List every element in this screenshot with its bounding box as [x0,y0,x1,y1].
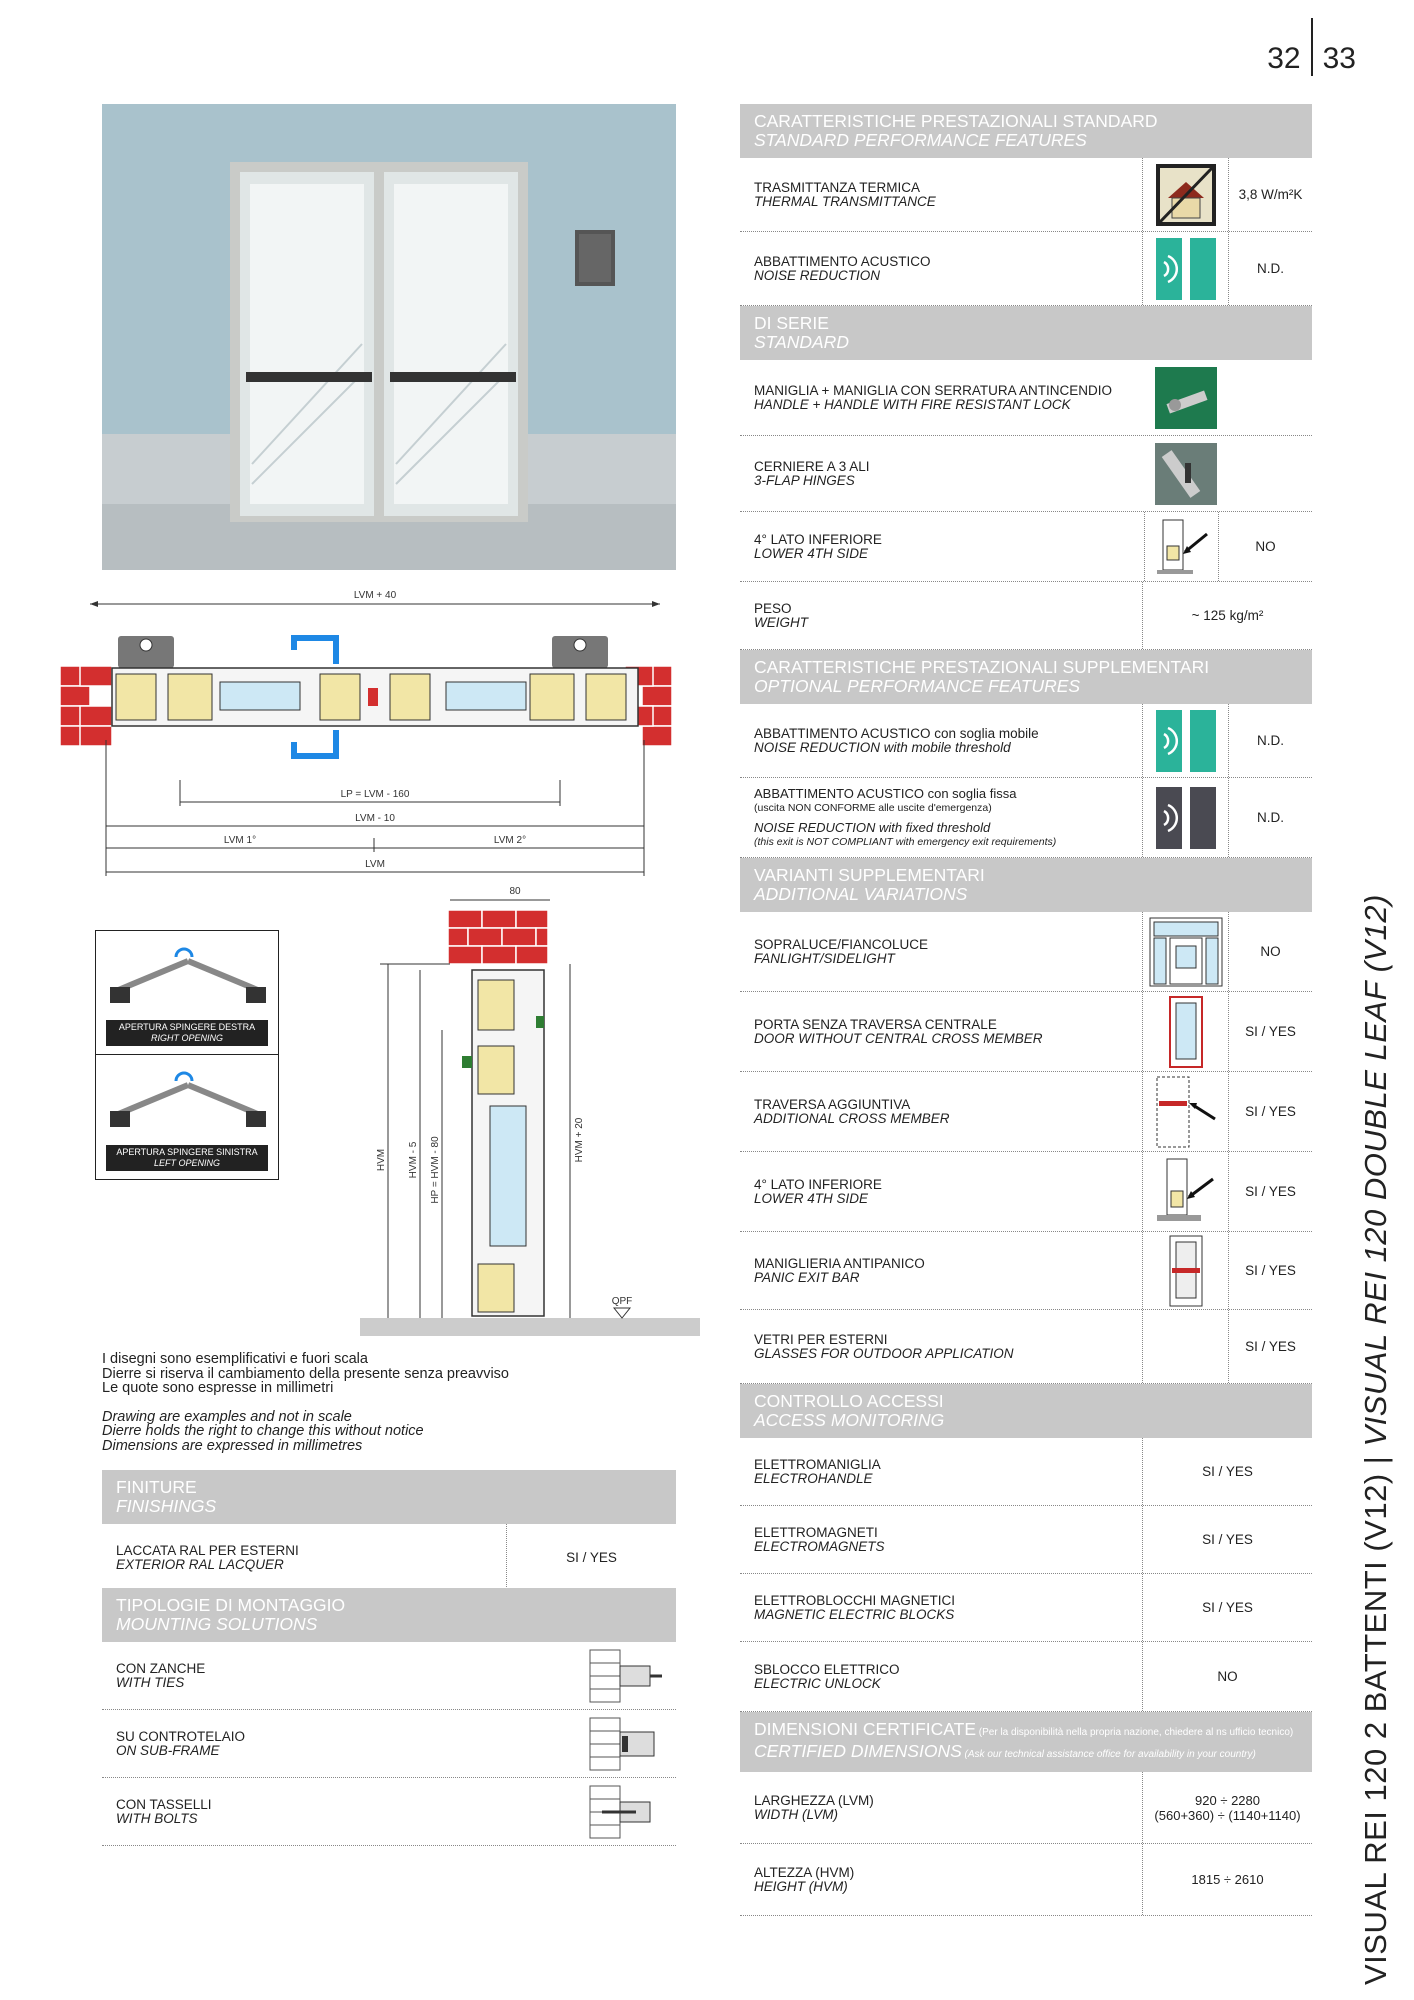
side-title [1358,894,1394,1985]
dim-lvm10: LVM - 10 [355,813,395,824]
fanlight-icon [1148,916,1224,988]
dimensioni-header: DIMENSIONI CERTIFICATE (Per la disponibilità nella propria nazione, chiedere al ns ufficio tecnico) CERTIFIED DIMENSIONS (Ask our technical assistance office for availability in your country) [740,1712,1312,1772]
dim-lvm1: LVM 1° [223,835,257,846]
std-perf-header: CARATTERISTICHE PRESTAZIONALI STANDARD STANDARD PERFORMANCE FEATURES [740,104,1312,158]
note-it-2: Dierre si riserva il cambiamento della presente senza preavviso [102,1365,509,1382]
table-row: PORTA SENZA TRAVERSA CENTRALE DOOR WITHOUT CENTRAL CROSS MEMBER SI / YES [740,992,1312,1072]
lower-side-icon [1151,516,1213,578]
left-opening-label: APERTURA SPINGERE SINISTRA LEFT OPENING [106,1145,268,1171]
right-column-tables [740,104,1312,1916]
varianti-header: VARIANTI SUPPLEMENTARI ADDITIONAL VARIATIONS [740,858,1312,912]
note-it-1: I disegni sono esemplificativi e fuori scala [102,1351,368,1367]
table-row: SBLOCCO ELETTRICO ELECTRIC UNLOCK NO [740,1642,1312,1712]
page-number-left: 32 [1267,42,1301,75]
table-row: 4° LATO INFERIORE LOWER 4TH SIDE NO [740,512,1312,582]
page-number-separator [1311,18,1313,76]
table-row: ELETTROMANIGLIA ELECTROHANDLE SI / YES [740,1438,1312,1506]
note-it-3: Le quote sono espresse in millimetri [102,1380,334,1396]
serie-header: DI SERIE STANDARD [740,306,1312,360]
no-cross-member-icon [1166,995,1206,1069]
right-opening-label: APERTURA SPINGERE DESTRA RIGHT OPENING [106,1020,268,1046]
hinge-icon [1155,443,1217,505]
left-opening-icon [96,1055,280,1145]
opt-perf-header: CARATTERISTICHE PRESTAZIONALI SUPPLEMENTARI OPTIONAL PERFORMANCE FEATURES [740,650,1312,704]
ties-mount-icon [586,1646,666,1706]
mounting-table [102,1588,676,1846]
table-row: LARGHEZZA (LVM) WIDTH (LVM) 920 ÷ 2280 (560+360) ÷ (1140+1140) [740,1772,1312,1844]
table-row: SU CONTROTELAIO ON SUB-FRAME [102,1710,676,1778]
table-row: MANIGLIA + MANIGLIA CON SERRATURA ANTINCENDIO HANDLE + HANDLE WITH FIRE RESISTANT LOCK [740,360,1312,436]
table-row: ABBATTIMENTO ACUSTICO con soglia mobile NOISE REDUCTION with mobile threshold N.D. [740,704,1312,778]
drawing-notes [102,1352,509,1467]
finishings-table [102,1470,676,1592]
dim-lvm2: LVM 2° [493,835,527,846]
panic-bar-icon [1166,1234,1206,1308]
opening-diagrams [95,930,279,1180]
bolts-mount-icon [586,1782,666,1842]
table-row: TRAVERSA AGGIUNTIVA ADDITIONAL CROSS MEMBER SI / YES [740,1072,1312,1152]
table-row: 4° LATO INFERIORE LOWER 4TH SIDE SI / YES [740,1152,1312,1232]
sound-icon [1156,238,1216,300]
dim-lvm: LVM [365,859,385,870]
dim-lp: LP = LVM - 160 [340,789,410,800]
accessi-header: CONTROLLO ACCESSI ACCESS MONITORING [740,1384,1312,1438]
sound-mobile-icon [1156,710,1216,772]
note-en-2: Dierre holds the right to change this without notice [102,1423,424,1439]
table-row: VETRI PER ESTERNI GLASSES FOR OUTDOOR APPLICATION SI / YES [740,1310,1312,1384]
side-title-italic: VISUAL REI 120 DOUBLE LEAF (V12) [1358,894,1393,1447]
subframe-mount-icon [586,1714,666,1774]
sound-fixed-icon [1156,787,1216,849]
right-opening-cell [96,931,278,1055]
table-row: TRASMITTANZA TERMICA THERMAL TRANSMITTANCE 3,8 W/m²K [740,158,1312,232]
table-row: PESO WEIGHT ~ 125 kg/m² [740,582,1312,650]
dim-hvm20: HVM + 20 [574,1117,585,1163]
door-photo [102,104,676,570]
qpf-label: QPF [611,1296,633,1307]
table-row: ABBATTIMENTO ACUSTICO NOISE REDUCTION N.D. [740,232,1312,306]
dim-lvm40: LVM + 40 [353,590,397,601]
table-row: ALTEZZA (HVM) HEIGHT (HVM) 1815 ÷ 2610 [740,1844,1312,1916]
side-title-main: VISUAL REI 120 2 BATTENTI (V12) | [1358,1446,1393,1985]
table-row: SOPRALUCE/FIANCOLUCE FANLIGHT/SIDELIGHT NO [740,912,1312,992]
additional-cross-member-icon [1153,1075,1219,1149]
table-row: CON ZANCHE WITH TIES [102,1642,676,1710]
left-opening-cell [96,1055,278,1179]
table-row: ELETTROMAGNETI ELECTROMAGNETS SI / YES [740,1506,1312,1574]
note-en-1: Drawing are examples and not in scale [102,1408,352,1425]
page-number-right: 33 [1322,42,1356,75]
table-row: CERNIERE A 3 ALI 3-FLAP HINGES [740,436,1312,512]
table-row: CON TASSELLI WITH BOLTS [102,1778,676,1846]
mounting-header: TIPOLOGIE DI MONTAGGIO MOUNTING SOLUTIONS [102,1588,676,1642]
dim-80: 80 [509,886,521,897]
vertical-section-drawing [360,880,700,1340]
table-row: ELETTROBLOCCHI MAGNETICI MAGNETIC ELECTRIC BLOCKS SI / YES [740,1574,1312,1642]
dim-hvm: HVM [376,1148,387,1172]
table-row: ABBATTIMENTO ACUSTICO con soglia fissa (uscita NON CONFORME alle uscite d'emergenza) NOISE REDUCTION with fixed threshold (this exit is NOT COMPLIANT with emergency exit requirements) N.D. [740,778,1312,858]
table-row: MANIGLIERIA ANTIPANICO PANIC EXIT BAR SI / YES [740,1232,1312,1310]
thermal-icon [1156,164,1216,226]
finishings-header: FINITURE FINISHINGS [102,1470,676,1524]
page-numbers [1267,30,1356,88]
dim-hvm5: HVM - 5 [408,1141,419,1179]
handle-icon [1155,367,1217,429]
note-en-3: Dimensions are expressed in millimetres [102,1437,363,1454]
table-row: LACCATA RAL PER ESTERNI EXTERIOR RAL LACQUER SI / YES [102,1524,676,1592]
horizontal-section-drawing [50,580,700,880]
right-opening-icon [96,931,280,1021]
lower-side-optional-icon [1153,1155,1219,1229]
dim-hp: HP = HVM - 80 [430,1136,441,1204]
